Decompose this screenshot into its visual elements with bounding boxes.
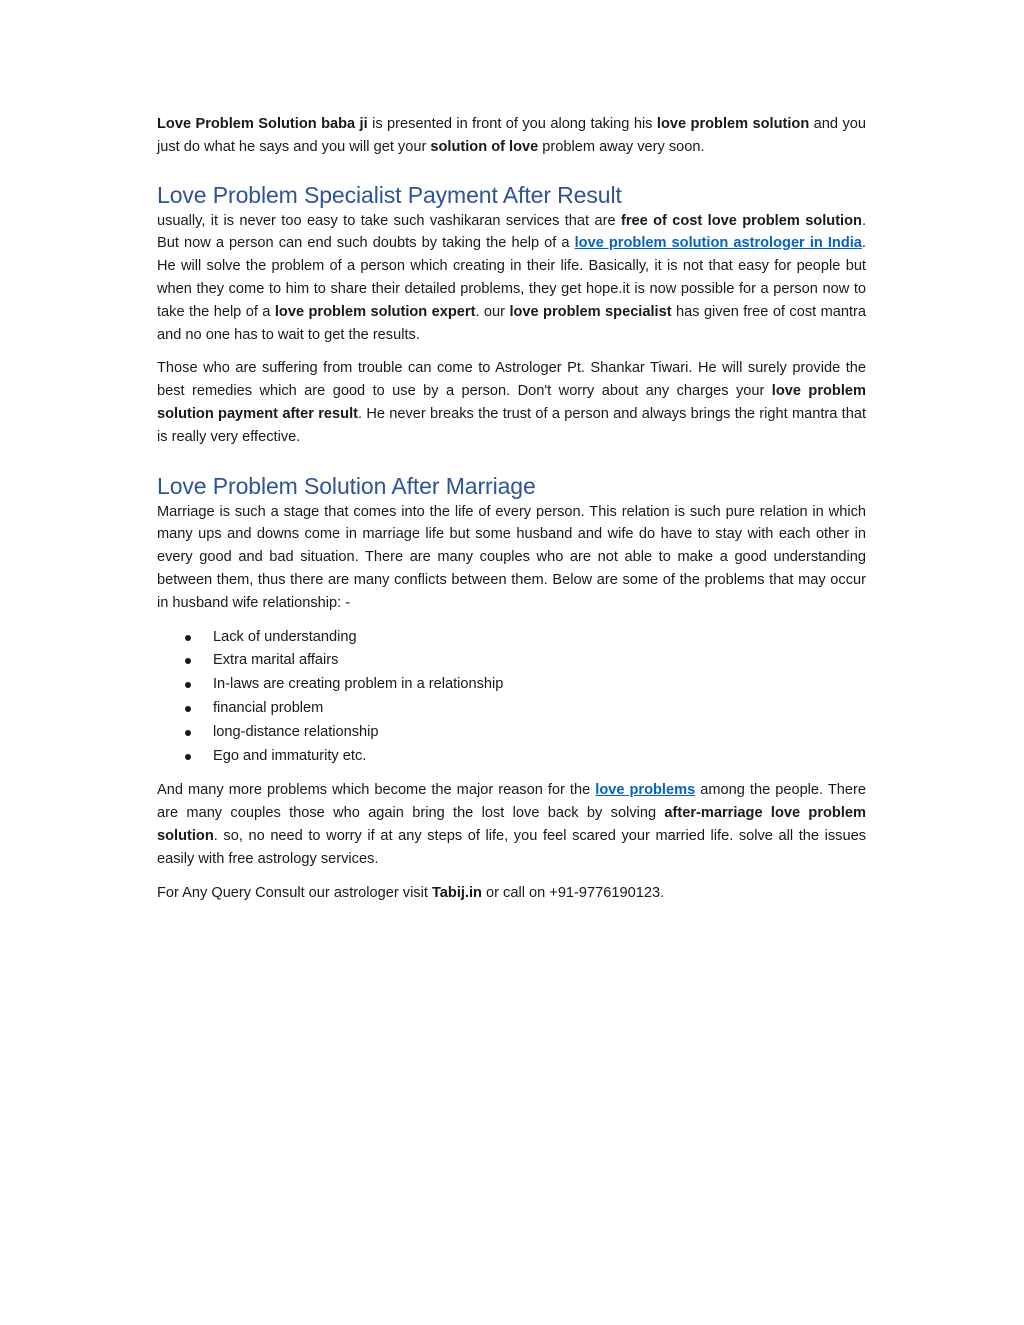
heading-payment-after-result: Love Problem Specialist Payment After Result bbox=[157, 181, 622, 208]
paragraph-text: among the people. There are many couples those who again bring the lost love back by solving bbox=[157, 782, 866, 822]
bold-after-marriage-solution: after-marriage love problem solution bbox=[157, 805, 866, 844]
paragraph-text: . He never breaks the trust of a person and always brings the right mantra that is really very effective. bbox=[157, 405, 866, 445]
paragraph-text: . But now a person can end such doubts by taking the help of a bbox=[157, 212, 866, 252]
list-item-label: In-laws are creating problem in a relationship bbox=[213, 676, 504, 693]
intro-paragraph bbox=[157, 113, 866, 159]
paragraph-text: or call on +91-9776190123. bbox=[481, 884, 665, 901]
list-item bbox=[157, 649, 866, 673]
document-page bbox=[157, 113, 866, 904]
paragraph-text: . He will solve the problem of a person which creating in their life. Basically, it is not that easy for people but when they come to him to share their detailed problems, they get hope.it is now possible for a person now to take the help of a bbox=[157, 235, 866, 320]
section2-paragraph-2 bbox=[157, 779, 866, 870]
heading-after-marriage: Love Problem Solution After Marriage bbox=[157, 472, 536, 499]
list-item bbox=[157, 697, 866, 721]
section2-paragraph-1: Marriage is such a stage that comes into the life of every person. This relation is such pure relation in which many ups and downs come in marriage life but some husband and wife do have to stay with each other in every good and bad situation. There are many couples who are not able to make a good understanding between them, thus there are many conflicts between them. Below are some of the problems that may occur in husband wife relationship: - bbox=[157, 503, 866, 611]
intro-bold-baba-ji: Love Problem Solution baba ji bbox=[157, 116, 368, 132]
bullet-icon bbox=[185, 754, 191, 760]
intro-bold-solution-of-love: solution of love bbox=[430, 138, 539, 155]
bullet-icon bbox=[185, 730, 191, 736]
bullet-icon bbox=[185, 706, 191, 712]
list-item bbox=[157, 745, 866, 769]
paragraph-text: has given free of cost mantra and no one has to wait to get the results. bbox=[157, 303, 867, 343]
paragraph-text: . so, no need to worry if at any steps of life, you feel scared your married life. solve all the issues easily with free astrology services. bbox=[157, 827, 866, 867]
link-love-problem-solution-astrologer[interactable]: love problem solution astrologer in India bbox=[574, 235, 862, 252]
intro-bold-love-problem-solution: love problem solution bbox=[656, 116, 810, 132]
list-item bbox=[157, 721, 866, 745]
paragraph-text: usually, it is never too easy to take such vashikaran services that are bbox=[157, 212, 621, 229]
intro-text: is presented in front of you along taking his bbox=[367, 116, 657, 132]
bold-problem-specialist: love problem specialist bbox=[509, 303, 672, 320]
list-item-label: Lack of understanding bbox=[213, 628, 357, 645]
bold-website: Tabij.in bbox=[431, 884, 482, 901]
bullet-icon bbox=[185, 682, 191, 688]
paragraph-text: . our bbox=[475, 303, 510, 320]
section1-paragraph-2 bbox=[157, 357, 866, 448]
list-item bbox=[157, 626, 866, 650]
intro-text: problem away very soon. bbox=[538, 138, 705, 155]
problems-list bbox=[157, 626, 866, 769]
bold-free-of-cost: free of cost love problem solution bbox=[620, 212, 862, 229]
link-love-problems[interactable]: love problems bbox=[595, 782, 696, 799]
paragraph-text: And many more problems which become the major reason for the bbox=[157, 782, 596, 799]
list-item-label: Extra marital affairs bbox=[213, 652, 339, 669]
paragraph-text: Those who are suffering from trouble can come to Astrologer Pt. Shankar Tiwari. He will surely provide the best remedies which are good to use by a person. Don't worry about any charges your bbox=[157, 360, 866, 400]
bold-solution-expert: love problem solution expert bbox=[274, 303, 476, 320]
bullet-icon bbox=[185, 635, 191, 641]
list-item-label: Ego and immaturity etc. bbox=[213, 747, 367, 764]
list-item bbox=[157, 673, 866, 697]
intro-text: and you just do what he says and you will get your bbox=[157, 116, 866, 155]
bullet-icon bbox=[185, 658, 191, 664]
paragraph-text: For Any Query Consult our astrologer visit bbox=[157, 884, 432, 901]
contact-paragraph bbox=[157, 882, 866, 905]
list-item-label: financial problem bbox=[213, 699, 324, 716]
list-item-label: long-distance relationship bbox=[213, 723, 379, 740]
bold-payment-after-result: love problem solution payment after result bbox=[157, 383, 866, 422]
section1-paragraph-1 bbox=[157, 210, 866, 347]
